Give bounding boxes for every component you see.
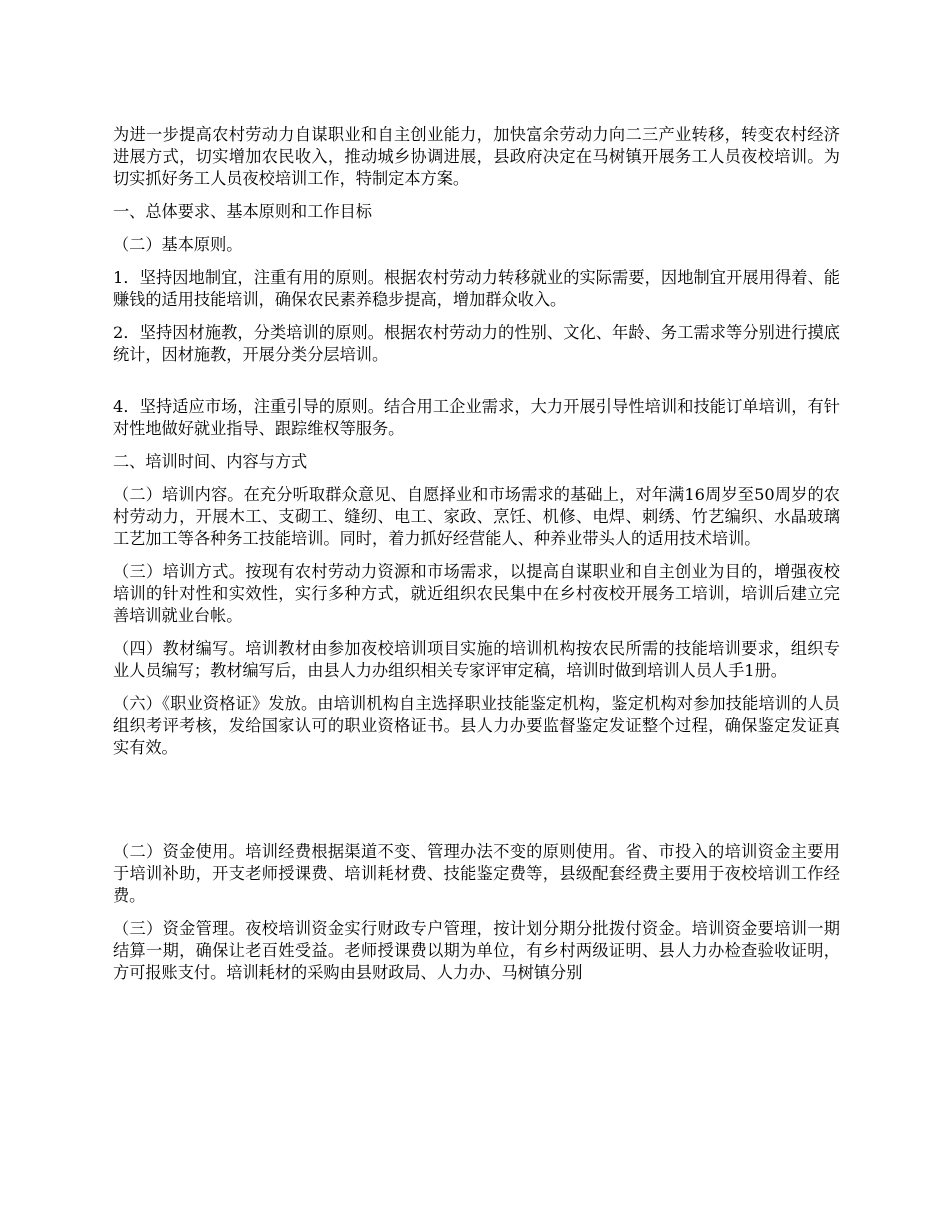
intro-paragraph: 为进一步提高农村劳动力自谋职业和自主创业能力，加快富余劳动力向二三产业转移，转变农村经济进展方式，切实增加农民收入，推动城乡协调进展，县政府决定在马树镇开展务工人员夜校培训。为切实抓好务工人员夜校培训工作，特制定本方案。 xyxy=(113,125,840,188)
blank-gap xyxy=(113,377,840,396)
principle-4: 4．坚持适应市场，注重引导的原则。结合用工企业需求，大力开展引导性培训和技能订单培训，有针对性地做好就业指导、跟踪维权等服务。 xyxy=(113,397,840,438)
fund-usage: （二）资金使用。培训经费根据渠道不变、管理办法不变的原则使用。省、市投入的培训资金主要用于培训补助，开支老师授课费、培训耗材费、技能鉴定费等，县级配套经费主要用于夜校培训工作经费。 xyxy=(113,842,840,905)
textbook-compilation: （四）教材编写。培训教材由参加夜校培训项目实施的培训机构按农民所需的技能培训要求，组织专业人员编写；教材编写后，由县人力办组织相关专家评审定稿，培训时做到培训人员人手1册。 xyxy=(113,639,840,680)
section-heading-1: 一、总体要求、基本原则和工作目标 xyxy=(113,202,372,221)
blank-gap xyxy=(113,770,840,841)
document-body xyxy=(113,124,840,995)
certificate-issuance: （六）《职业资格证》发放。由培训机构自主选择职业技能鉴定机构，鉴定机构对参加技能培训的人员组织考评考核，发给国家认可的职业资格证书。县人力办要监督鉴定发证整个过程，确保鉴定发证真实有效。 xyxy=(113,694,840,757)
fund-management: （三）资金管理。夜校培训资金实行财政专户管理，按计划分期分批拨付资金。培训资金要培训一期结算一期，确保让老百姓受益。老师授课费以期为单位，有乡村两级证明、县人力办检查验收证明，方可报账支付。培训耗材的采购由县财政局、人力办、马树镇分别 xyxy=(113,919,840,982)
section-heading-2: 二、培训时间、内容与方式 xyxy=(113,452,308,471)
principle-2: 2．坚持因材施教，分类培训的原则。根据农村劳动力的性别、文化、年龄、务工需求等分别进行摸底统计，因材施教，开展分类分层培训。 xyxy=(113,323,840,364)
training-content: （二）培训内容。在充分听取群众意见、自愿择业和市场需求的基础上，对年满16周岁至50周岁的农村劳动力，开展木工、支砌工、缝纫、电工、家政、烹饪、机修、电焊、刺绣、竹艺编织、水晶玻璃工艺加工等各种务工技能培训。同时，着力抓好经营能人、种养业带头人的适用技术培训。 xyxy=(113,485,840,548)
principle-1: 1．坚持因地制宜，注重有用的原则。根据农村劳动力转移就业的实际需要，因地制宜开展用得着、能赚钱的适用技能培训，确保农民素养稳步提高，增加群众收入。 xyxy=(113,268,840,309)
subsection-basic-principles: （二）基本原则。 xyxy=(113,235,243,254)
training-method: （三）培训方式。按现有农村劳动力资源和市场需求，以提高自谋职业和自主创业为目的，增强夜校培训的针对性和实效性，实行多种方式，就近组织农民集中在乡村夜校开展务工培训，培训后建立完善培训就业台帐。 xyxy=(113,562,840,625)
